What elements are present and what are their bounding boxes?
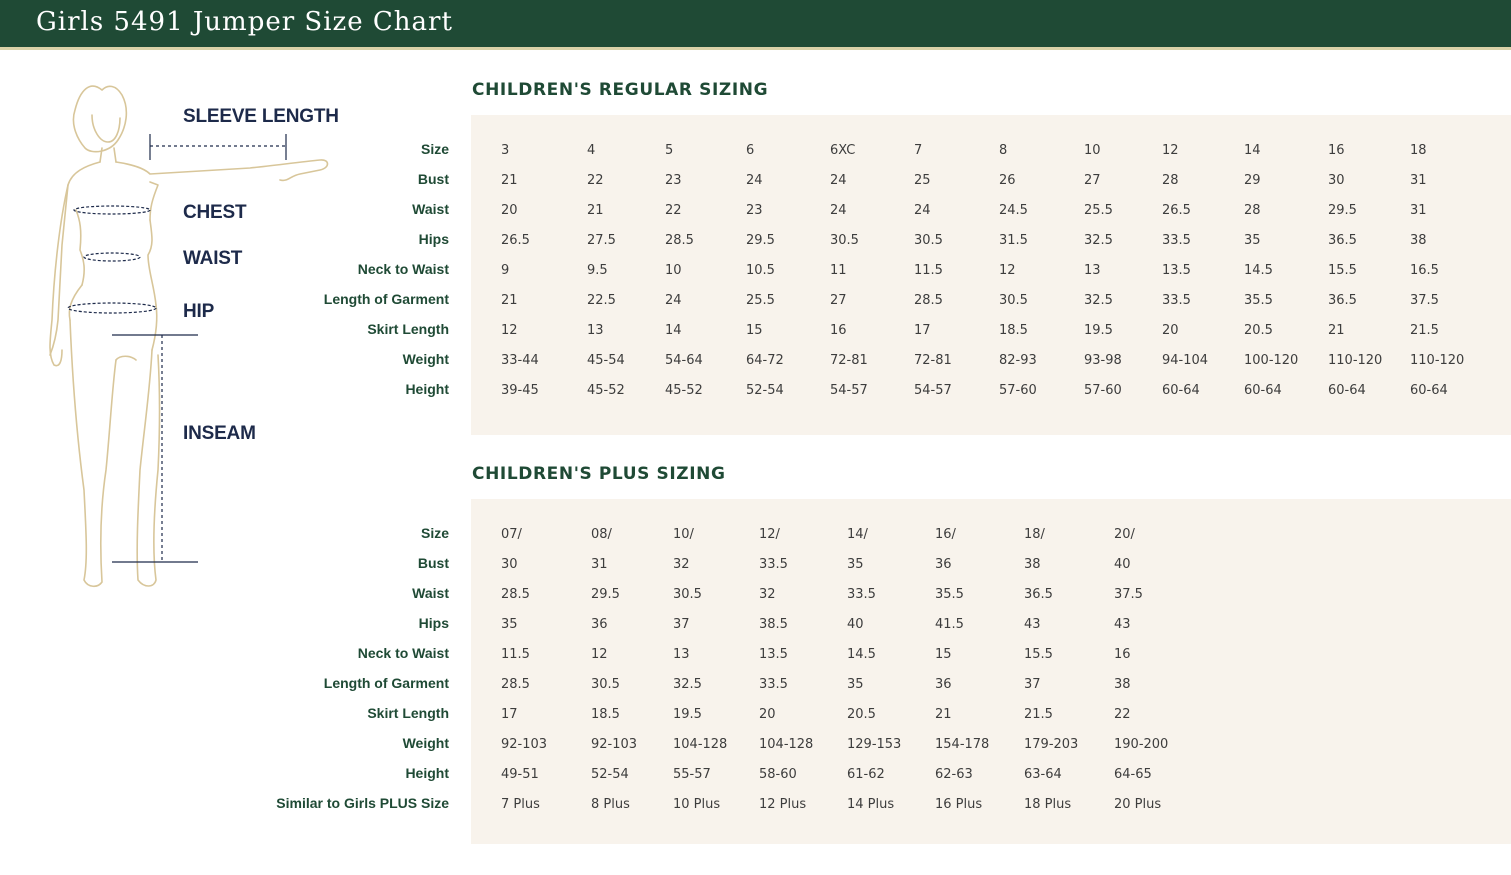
table-cell: 08/: [591, 527, 612, 542]
table-cell: 20: [1162, 323, 1179, 338]
table-cell: 35: [847, 677, 864, 692]
table-cell: 32.5: [1084, 233, 1113, 248]
table-cell: 72-81: [830, 353, 868, 368]
sleeve-length-label: SLEEVE LENGTH: [183, 106, 339, 127]
table-cell: 22: [1114, 707, 1131, 722]
table-cell: 25.5: [1084, 203, 1113, 218]
table-cell: 64-72: [746, 353, 784, 368]
table-cell: 13.5: [759, 647, 788, 662]
table-cell: 43: [1024, 617, 1041, 632]
table-cell: 28: [1162, 173, 1179, 188]
table-cell: 45-52: [587, 383, 625, 398]
table-cell: 28: [1244, 203, 1261, 218]
table-cell: 21: [935, 707, 952, 722]
table-cell: 45-52: [665, 383, 703, 398]
table-cell: 14/: [847, 527, 868, 542]
table-cell: 16: [1328, 143, 1345, 158]
table-cell: 54-57: [830, 383, 868, 398]
table-cell: 58-60: [759, 767, 797, 782]
table-cell: 13: [587, 323, 604, 338]
table-cell: 54-57: [914, 383, 952, 398]
table-cell: 82-93: [999, 353, 1037, 368]
table-cell: 32: [673, 557, 690, 572]
table-cell: 52-54: [591, 767, 629, 782]
table-cell: 26: [999, 173, 1016, 188]
table-cell: 7 Plus: [501, 797, 540, 812]
table-cell: 21.5: [1024, 707, 1053, 722]
row-label: Size: [420, 141, 449, 157]
row-label: Length of Garment: [323, 675, 449, 691]
table-cell: 14 Plus: [847, 797, 895, 812]
row-label: Height: [405, 381, 449, 397]
table-cell: 40: [1114, 557, 1131, 572]
table-cell: 16/: [935, 527, 956, 542]
table-cell: 24.5: [999, 203, 1028, 218]
table-cell: 6: [746, 143, 755, 158]
row-label: Length of Garment: [323, 291, 449, 307]
table-cell: 31: [591, 557, 608, 572]
table-cell: 11: [830, 263, 847, 278]
table-cell: 38: [1114, 677, 1131, 692]
table-cell: 100-120: [1244, 353, 1299, 368]
table-cell: 32.5: [673, 677, 702, 692]
table-cell: 19.5: [673, 707, 702, 722]
table-cell: 24: [665, 293, 682, 308]
table-cell: 36.5: [1024, 587, 1053, 602]
table-cell: 36: [591, 617, 608, 632]
table-cell: 33.5: [847, 587, 876, 602]
table-cell: 4: [587, 143, 596, 158]
table-cell: 60-64: [1244, 383, 1282, 398]
table-cell: 9.5: [587, 263, 608, 278]
table-cell: 13: [1084, 263, 1101, 278]
table-cell: 25.5: [746, 293, 775, 308]
row-label: Size: [420, 525, 449, 541]
table-cell: 60-64: [1328, 383, 1366, 398]
row-label: Bust: [417, 171, 449, 187]
table-cell: 11.5: [501, 647, 530, 662]
table-cell: 72-81: [914, 353, 952, 368]
table-cell: 35.5: [935, 587, 964, 602]
table-cell: 32.5: [1084, 293, 1113, 308]
table-cell: 29.5: [591, 587, 620, 602]
table-cell: 33.5: [1162, 293, 1191, 308]
table-cell: 28.5: [665, 233, 694, 248]
table-cell: 6XC: [830, 143, 856, 158]
table-cell: 22: [665, 203, 682, 218]
table-cell: 21: [1328, 323, 1345, 338]
table-cell: 37: [1024, 677, 1041, 692]
table-cell: 14.5: [847, 647, 876, 662]
table-cell: 38: [1024, 557, 1041, 572]
table-cell: 20.5: [1244, 323, 1273, 338]
table-cell: 31.5: [999, 233, 1028, 248]
table-cell: 18.5: [591, 707, 620, 722]
table-cell: 29.5: [746, 233, 775, 248]
row-label: Waist: [412, 201, 449, 217]
hip-label: HIP: [183, 301, 215, 322]
table-cell: 22.5: [587, 293, 616, 308]
table-cell: 20.5: [847, 707, 876, 722]
table-cell: 21: [501, 173, 518, 188]
table-cell: 15.5: [1024, 647, 1053, 662]
table-cell: 32: [759, 587, 776, 602]
table-cell: 33.5: [1162, 233, 1191, 248]
table-cell: 23: [746, 203, 763, 218]
table-cell: 22: [587, 173, 604, 188]
table-cell: 18.5: [999, 323, 1028, 338]
table-cell: 15: [935, 647, 952, 662]
row-label: Bust: [417, 555, 449, 571]
table-cell: 38: [1410, 233, 1427, 248]
table-cell: 15.5: [1328, 263, 1357, 278]
table-cell: 21: [501, 293, 518, 308]
table-cell: 93-98: [1084, 353, 1122, 368]
table-cell: 9: [501, 263, 510, 278]
table-cell: 7: [914, 143, 923, 158]
table-cell: 14.5: [1244, 263, 1273, 278]
table-cell: 61-62: [847, 767, 885, 782]
table-cell: 49-51: [501, 767, 539, 782]
table-cell: 30: [1328, 173, 1345, 188]
row-label: Similar to Girls PLUS Size: [276, 795, 449, 811]
table-cell: 110-120: [1410, 353, 1465, 368]
table-cell: 20 Plus: [1114, 797, 1162, 812]
table-cell: 37.5: [1114, 587, 1143, 602]
table-cell: 16.5: [1410, 263, 1439, 278]
table-cell: 17: [914, 323, 931, 338]
table-cell: 21.5: [1410, 323, 1439, 338]
table-cell: 92-103: [591, 737, 638, 752]
row-label: Hips: [418, 615, 449, 631]
table-cell: 27: [1084, 173, 1101, 188]
row-label: Skirt Length: [367, 705, 449, 721]
table-cell: 18: [1410, 143, 1427, 158]
table-cell: 60-64: [1162, 383, 1200, 398]
table-cell: 18 Plus: [1024, 797, 1072, 812]
table-cell: 179-203: [1024, 737, 1079, 752]
inseam-label: INSEAM: [183, 423, 256, 444]
table-cell: 62-63: [935, 767, 973, 782]
table-cell: 13: [673, 647, 690, 662]
table-cell: 10 Plus: [673, 797, 721, 812]
table-cell: 154-178: [935, 737, 990, 752]
table-cell: 11.5: [914, 263, 943, 278]
table-cell: 30: [501, 557, 518, 572]
table-cell: 190-200: [1114, 737, 1169, 752]
table-cell: 10: [1084, 143, 1101, 158]
table-cell: 63-64: [1024, 767, 1062, 782]
table-cell: 14: [1244, 143, 1261, 158]
row-label: Neck to Waist: [357, 261, 449, 277]
table-cell: 31: [1410, 173, 1427, 188]
plus-sizing-panel: [471, 499, 1511, 844]
table-cell: 37: [673, 617, 690, 632]
table-cell: 23: [665, 173, 682, 188]
table-cell: 54-64: [665, 353, 703, 368]
table-cell: 36.5: [1328, 233, 1357, 248]
table-cell: 18/: [1024, 527, 1045, 542]
row-label: Skirt Length: [367, 321, 449, 337]
regular-sizing-title: CHILDREN'S REGULAR SIZING: [472, 80, 769, 100]
table-cell: 20: [501, 203, 518, 218]
table-cell: 110-120: [1328, 353, 1383, 368]
table-cell: 37.5: [1410, 293, 1439, 308]
table-cell: 10.5: [746, 263, 775, 278]
table-cell: 24: [914, 203, 931, 218]
table-cell: 33-44: [501, 353, 539, 368]
row-label: Hips: [418, 231, 449, 247]
table-cell: 27.5: [587, 233, 616, 248]
waist-label: WAIST: [183, 248, 243, 269]
table-cell: 43: [1114, 617, 1131, 632]
table-cell: 30.5: [591, 677, 620, 692]
table-cell: 28.5: [914, 293, 943, 308]
row-label: Weight: [402, 735, 449, 751]
table-cell: 19.5: [1084, 323, 1113, 338]
table-cell: 10/: [673, 527, 694, 542]
table-cell: 8 Plus: [591, 797, 630, 812]
table-cell: 57-60: [999, 383, 1037, 398]
table-cell: 26.5: [501, 233, 530, 248]
table-cell: 21: [587, 203, 604, 218]
table-cell: 55-57: [673, 767, 711, 782]
table-cell: 31: [1410, 203, 1427, 218]
table-cell: 13.5: [1162, 263, 1191, 278]
header-bar: [0, 0, 1511, 50]
table-cell: 29.5: [1328, 203, 1357, 218]
table-cell: 33.5: [759, 557, 788, 572]
table-cell: 104-128: [673, 737, 728, 752]
table-cell: 16: [1114, 647, 1131, 662]
table-cell: 5: [665, 143, 674, 158]
table-cell: 12 Plus: [759, 797, 807, 812]
table-cell: 25: [914, 173, 931, 188]
table-cell: 8: [999, 143, 1008, 158]
table-cell: 10: [665, 263, 682, 278]
table-cell: 38.5: [759, 617, 788, 632]
table-cell: 35: [501, 617, 518, 632]
table-cell: 30.5: [673, 587, 702, 602]
table-cell: 27: [830, 293, 847, 308]
table-cell: 36.5: [1328, 293, 1357, 308]
table-cell: 26.5: [1162, 203, 1191, 218]
table-cell: 28.5: [501, 677, 530, 692]
table-cell: 39-45: [501, 383, 539, 398]
table-cell: 20: [759, 707, 776, 722]
table-cell: 57-60: [1084, 383, 1122, 398]
table-cell: 35: [847, 557, 864, 572]
table-cell: 17: [501, 707, 518, 722]
table-cell: 20/: [1114, 527, 1135, 542]
table-cell: 52-54: [746, 383, 784, 398]
table-cell: 60-64: [1410, 383, 1448, 398]
table-cell: 104-128: [759, 737, 814, 752]
table-cell: 94-104: [1162, 353, 1209, 368]
table-cell: 30.5: [830, 233, 859, 248]
table-cell: 24: [746, 173, 763, 188]
table-cell: 15: [746, 323, 763, 338]
table-cell: 3: [501, 143, 510, 158]
table-cell: 92-103: [501, 737, 548, 752]
row-label: Waist: [412, 585, 449, 601]
body-figure-illustration: [40, 70, 340, 600]
table-cell: 40: [847, 617, 864, 632]
table-cell: 12: [999, 263, 1016, 278]
table-cell: 29: [1244, 173, 1261, 188]
table-cell: 24: [830, 203, 847, 218]
chest-label: CHEST: [183, 202, 247, 223]
table-cell: 14: [665, 323, 682, 338]
table-cell: 30.5: [914, 233, 943, 248]
table-cell: 64-65: [1114, 767, 1152, 782]
table-cell: 28.5: [501, 587, 530, 602]
table-cell: 12/: [759, 527, 780, 542]
table-cell: 36: [935, 677, 952, 692]
table-cell: 36: [935, 557, 952, 572]
table-cell: 35.5: [1244, 293, 1273, 308]
table-cell: 41.5: [935, 617, 964, 632]
table-cell: 45-54: [587, 353, 625, 368]
table-cell: 12: [1162, 143, 1179, 158]
table-cell: 16: [830, 323, 847, 338]
table-cell: 129-153: [847, 737, 902, 752]
table-cell: 24: [830, 173, 847, 188]
page-title: Girls 5491 Jumper Size Chart: [36, 7, 453, 37]
table-cell: 16 Plus: [935, 797, 983, 812]
row-label: Neck to Waist: [357, 645, 449, 661]
row-label: Height: [405, 765, 449, 781]
table-cell: 07/: [501, 527, 522, 542]
table-cell: 35: [1244, 233, 1261, 248]
plus-sizing-title: CHILDREN'S PLUS SIZING: [472, 464, 726, 484]
table-cell: 12: [501, 323, 518, 338]
row-label: Weight: [402, 351, 449, 367]
table-cell: 33.5: [759, 677, 788, 692]
table-cell: 12: [591, 647, 608, 662]
table-cell: 30.5: [999, 293, 1028, 308]
